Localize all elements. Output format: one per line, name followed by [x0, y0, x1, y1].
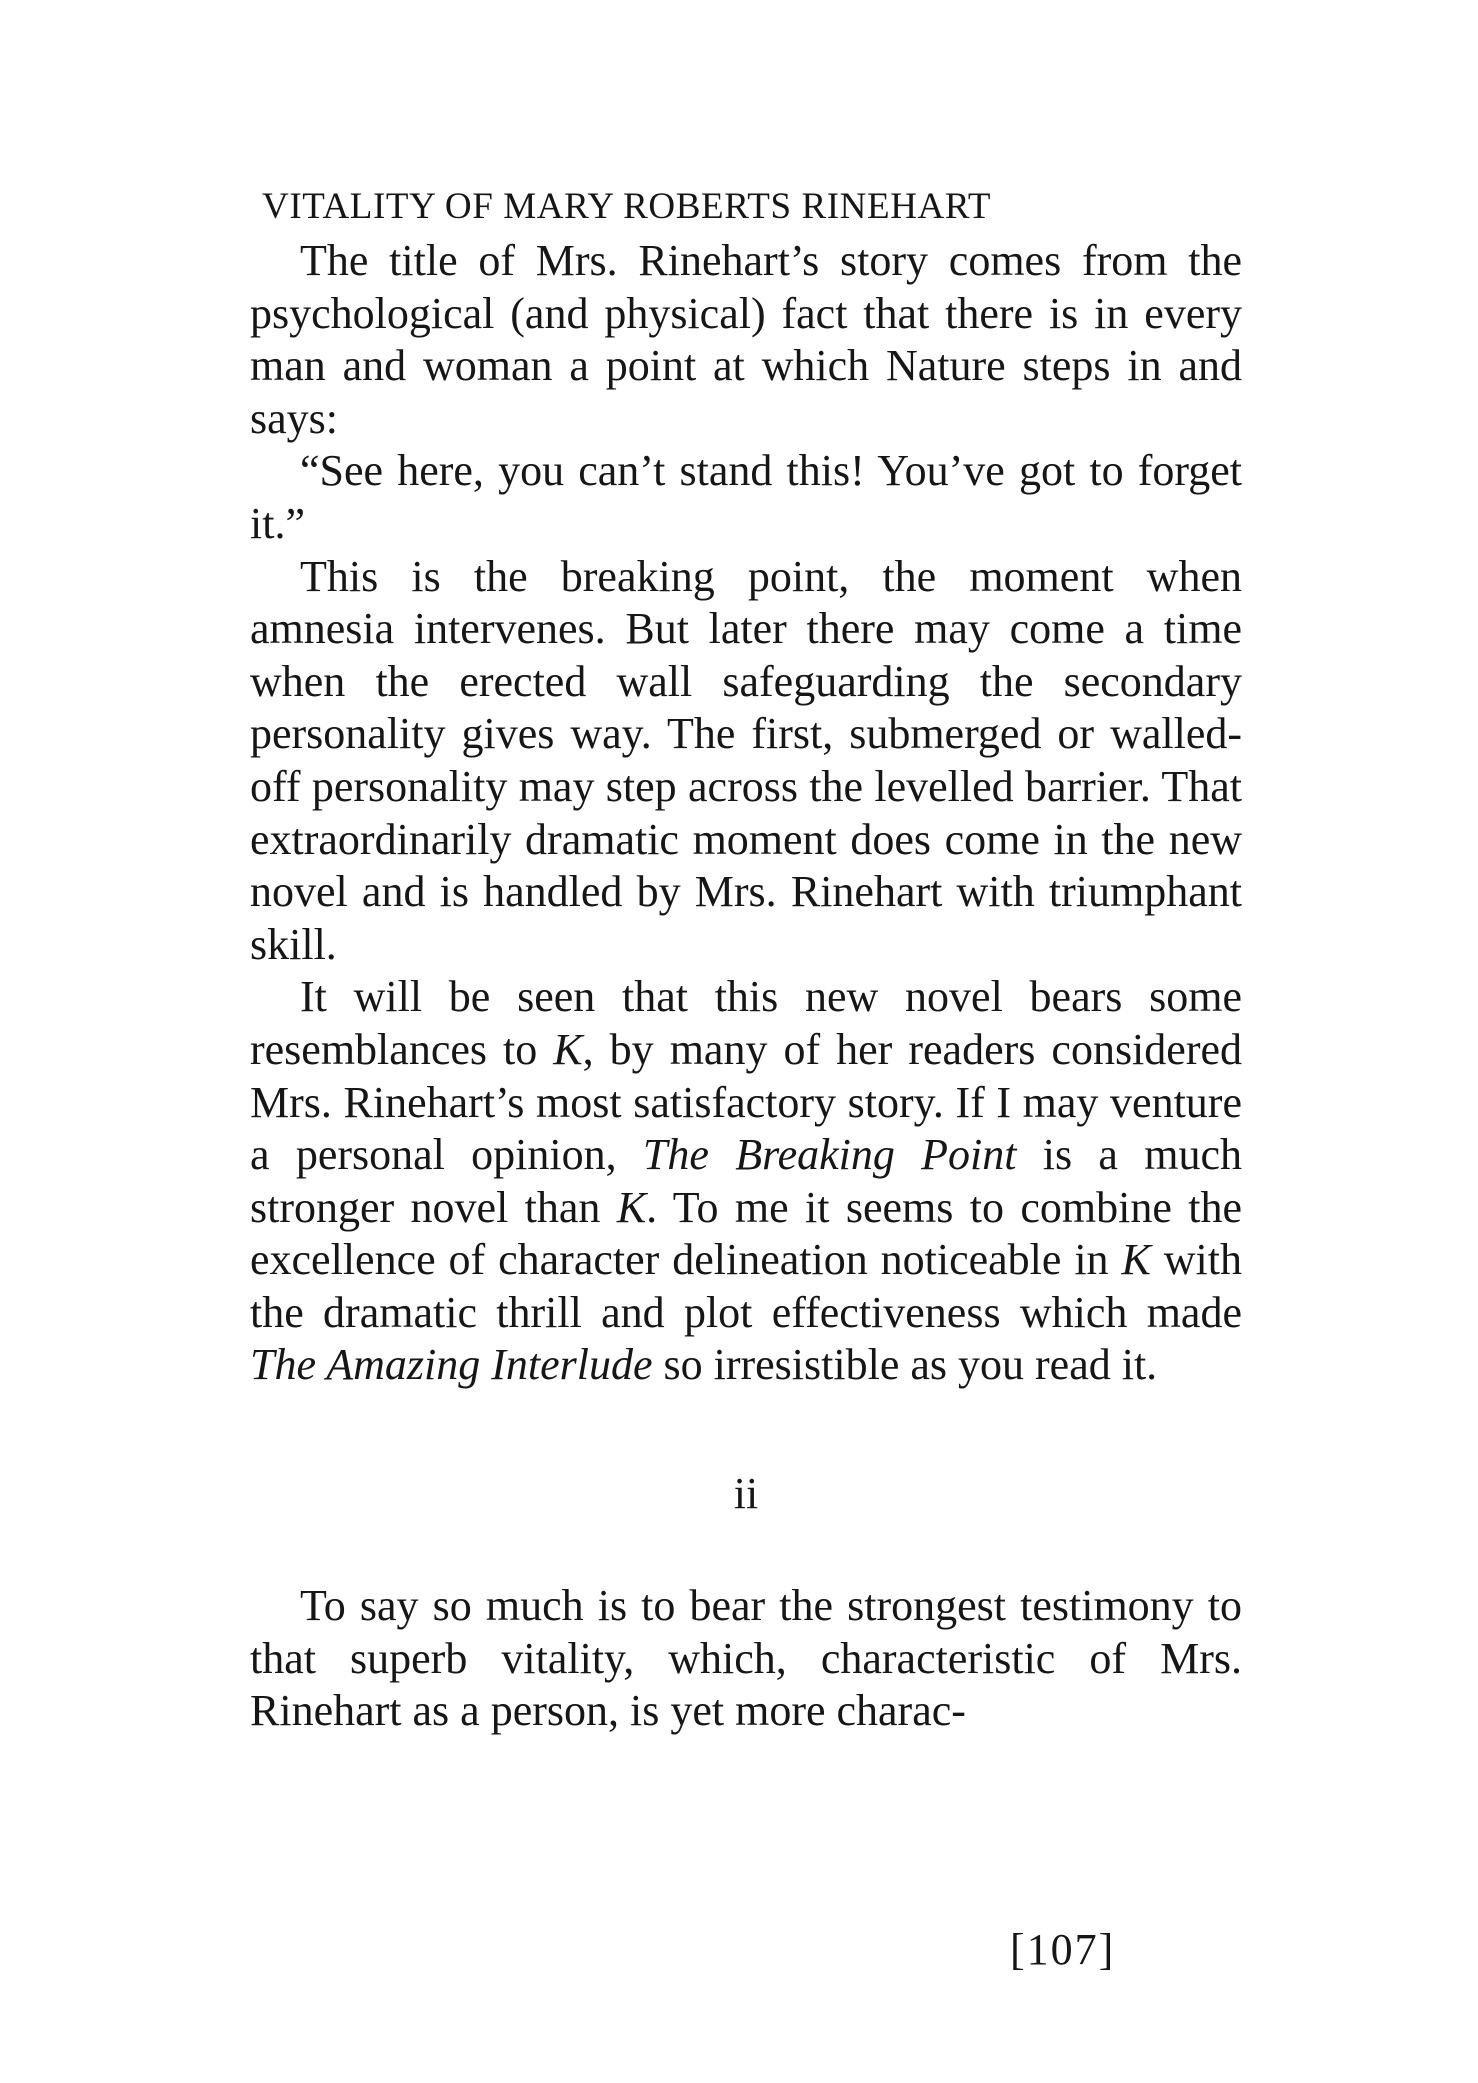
- text-run: . To me it seems to combine the excellence of character delineation noticeable in: [250, 1182, 1242, 1285]
- paragraph-3: This is the breaking point, the moment when amnesia intervenes. But later there may come a time when the erected wall safeguarding the secondary personality gives way. The first, submerged or walled-off personality may step across the levelled barrier. That extraordinarily dramatic moment does come in the new novel and is handled by Mrs. Rinehart with triumphant skill.: [250, 551, 1242, 969]
- text-run: It will be seen that this new novel bears some resemblances to: [250, 972, 1242, 1074]
- italic-title-k: K: [616, 1182, 647, 1232]
- italic-title-k: K: [1121, 1235, 1151, 1285]
- text-run: is a much stronger novel than: [250, 1130, 1242, 1232]
- paragraph-4: [250, 971, 1242, 1392]
- section-number: ii: [733, 1469, 759, 1519]
- text-run: , by many of her readers considered Mrs. Rinehart’s most satisfactory story. If I may venture a personal opinion,: [250, 1024, 1242, 1180]
- text-run: so irresistible as you read it.: [652, 1340, 1158, 1390]
- paragraph-1: The title of Mrs. Rinehart’s story comes from the psychological (and physical) fact that there is in every man and woman a point at which Nature steps in and says:: [250, 236, 1242, 443]
- running-head: VITALITY OF MARY ROBERTS RINEHART: [262, 186, 992, 227]
- italic-title-k: K: [553, 1024, 583, 1074]
- italic-title-breaking-point: The Breaking Point: [642, 1130, 1017, 1180]
- italic-title-amazing-interlude: The Amazing Interlude: [250, 1340, 653, 1390]
- paragraph-5: To say so much is to bear the strongest testimony to that superb vitality, which, characteristic of Mrs. Rinehart as a person, is yet more charac-: [250, 1581, 1242, 1736]
- paragraph-2-quote: “See here, you can’t stand this! You’ve got to forget it.”: [250, 446, 1242, 548]
- book-page: [250, 185, 1242, 1738]
- page-number: [107]: [1010, 1925, 1116, 1974]
- text-run: with the dramatic thrill and plot effectiveness which made: [250, 1235, 1242, 1337]
